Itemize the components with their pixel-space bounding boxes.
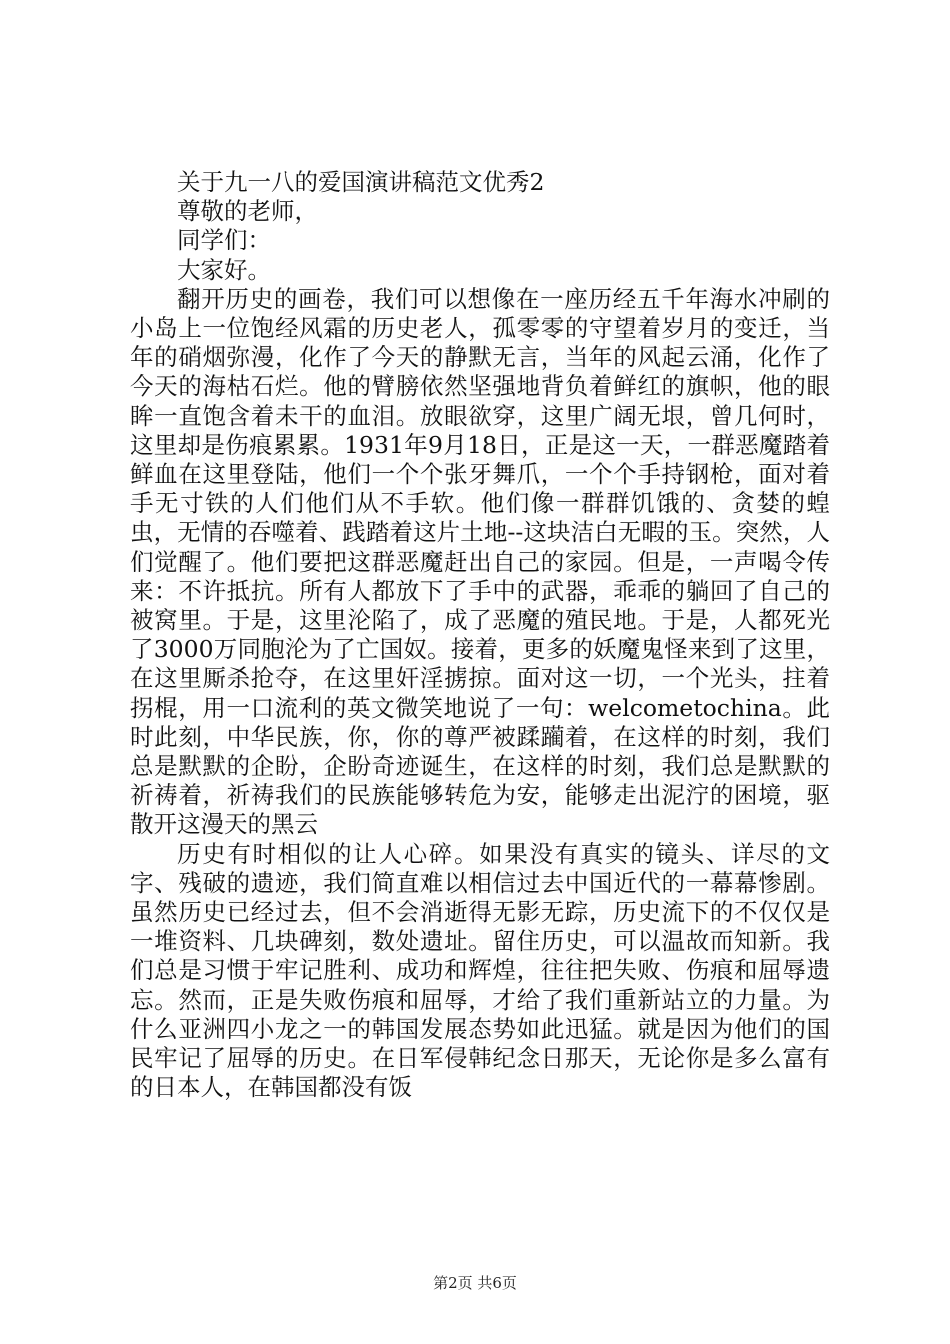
greeting: 大家好。 [177, 255, 271, 284]
document-body [130, 168, 830, 1103]
salutation-teachers: 尊敬的老师， [177, 197, 318, 226]
salutation-students: 同学们： [177, 226, 271, 255]
page-number-footer: 第2页 共6页 [433, 1274, 517, 1292]
document-title: 关于九一八的爱国演讲稿范文优秀2 [177, 168, 545, 196]
paragraph-2: 历史有时相似的让人心碎。如果没有真实的镜头、详尽的文字、残破的遗迹，我们简直难以相信过去中国近代的一幕幕惨剧。虽然历史已经过去，但不会消逝得无影无踪，历史流下的不仅仅是一堆资料、几块碑刻，数处遗址。留住历史，可以温故而知新。我们总是习惯于牢记胜利、成功和辉煌，往往把失败、伤痕和屈辱遗忘。然而，正是失败伤痕和屈辱，才给了我们重新站立的力量。为什么亚洲四小龙之一的韩国发展态势如此迅猛。就是因为他们的国民牢记了屈辱的历史。在日军侵韩纪念日那天，无论你是多么富有的日本人，在韩国都没有饭 [130, 839, 830, 1102]
paragraph-1: 翻开历史的画卷，我们可以想像在一座历经五千年海水冲刷的小岛上一位饱经风霜的历史老人，孤零零的守望着岁月的变迁，当年的硝烟弥漫，化作了今天的静默无言，当年的风起云涌，化作了今天的海枯石烂。他的臂膀依然坚强地背负着鲜红的旗帜，他的眼眸一直饱含着未干的血泪。放眼欲穿，这里广阔无垠，曾几何时，这里却是伤痕累累。1931年9月18日，正是这一天，一群恶魔踏着鲜血在这里登陆，他们一个个张牙舞爪，一个个手持钢枪，面对着手无寸铁的人们他们从不手软。他们像一群群饥饿的、贪婪的蝗虫，无情的吞噬着、践踏着这片土地--这块洁白无暇的玉。突然，人们觉醒了。他们要把这群恶魔赶出自己的家园。但是，一声喝令传来：不许抵抗。所有人都放下了手中的武器，乖乖的躺回了自己的被窝里。于是，这里沦陷了，成了恶魔的殖民地。于是，人都死光了3000万同胞沦为了亡国奴。接着，更多的妖魔鬼怪来到了这里，在这里厮杀抢夺，在这里奸淫掳掠。面对这一切，一个光头，拄着拐棍，用一口流利的英文微笑地说了一句：welcometochina。此时此刻，中华民族，你，你的尊严被蹂躏着，在这样的时刻，我们总是默默的企盼，企盼奇迹诞生，在这样的时刻，我们总是默默的祈祷着，祈祷我们的民族能够转危为安，能够走出泥泞的困境，驱散开这漫天的黑云 [130, 284, 830, 839]
